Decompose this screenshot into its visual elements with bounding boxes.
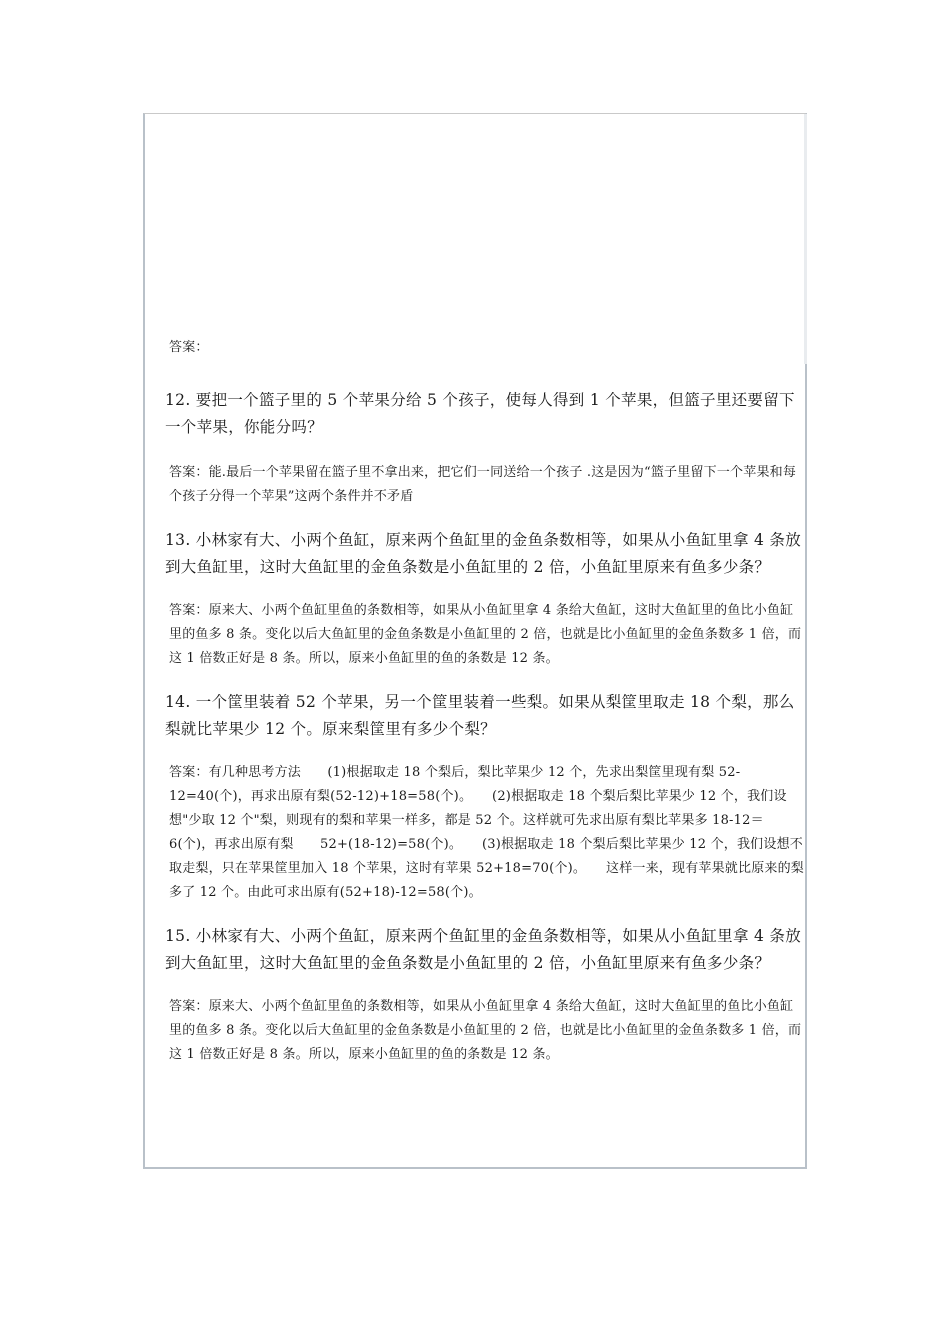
document-content — [165, 330, 805, 1067]
answer-14: 答案：有几种思考方法 (1)根据取走 18 个梨后，梨比苹果少 12 个，先求出梨筐里现有梨 52-12=40(个)，再求出原有梨(52-12)+18=58(个)。 (2)根据取走 18 个梨后梨比苹果少 12 个，我们设想"少取 12 个"梨，则现有的梨和苹果一样多，都是 52 个。这样就可先求出原有梨比苹果多 18-12＝6(个)，再求出原有梨 52+(18-12)=58(个)。 (3)根据取走 18 个梨后梨比苹果少 12 个，我们设想不取走梨，只在苹果筐里加入 18 个苹果，这时有苹果 52+18=70(个)。 这样一来，现有苹果就比原来的梨多了 12 个。由此可求出原有(52+18)-12=58(个)。 — [169, 765, 804, 900]
answer-15: 答案：原来大、小两个鱼缸里鱼的条数相等，如果从小鱼缸里拿 4 条给大鱼缸，这时大鱼缸里的鱼比小鱼缸里的鱼多 8 条。变化以后大鱼缸里的金鱼条数是小鱼缸里的 2 倍，也就是比小鱼缸里的金鱼条数多 1 倍，而这 1 倍数正好是 8 条。所以，原来小鱼缸里的鱼的条数是 12 条。 — [169, 999, 802, 1062]
answer-12: 答案：能.最后一个苹果留在篮子里不拿出来，把它们一同送给一个孩子 .这是因为“篮子里留下一个苹果和每个孩子分得一个苹果”这两个条件并不矛盾 — [169, 465, 797, 504]
question-14: 14. 一个筐里装着 52 个苹果，另一个筐里装着一些梨。如果从梨筐里取走 18 个梨，那么梨就比苹果少 12 个。原来梨筐里有多少个梨？ — [165, 693, 795, 738]
answer-13: 答案：原来大、小两个鱼缸里鱼的条数相等，如果从小鱼缸里拿 4 条给大鱼缸，这时大鱼缸里的鱼比小鱼缸里的鱼多 8 条。变化以后大鱼缸里的金鱼条数是小鱼缸里的 2 倍，也就是比小鱼缸里的金鱼条数多 1 倍，而这 1 倍数正好是 8 条。所以，原来小鱼缸里的鱼的条数是 12 条。 — [169, 603, 802, 666]
question-13: 13. 小林家有大、小两个鱼缸，原来两个鱼缸里的金鱼条数相等，如果从小鱼缸里拿 4 条放到大鱼缸里，这时大鱼缸里的金鱼条数是小鱼缸里的 2 倍，小鱼缸里原来有鱼多少条？ — [165, 531, 801, 576]
question-15: 15. 小林家有大、小两个鱼缸，原来两个鱼缸里的金鱼条数相等，如果从小鱼缸里拿 4 条放到大鱼缸里，这时大鱼缸里的金鱼条数是小鱼缸里的 2 倍，小鱼缸里原来有鱼多少条？ — [165, 927, 801, 972]
frame-edge-highlight — [804, 114, 807, 364]
question-12: 12. 要把一个篮子里的 5 个苹果分给 5 个孩子，使每人得到 1 个苹果，但篮子里还要留下一个苹果，你能分吗？ — [165, 391, 795, 436]
answer-11: 答案： — [169, 340, 209, 355]
